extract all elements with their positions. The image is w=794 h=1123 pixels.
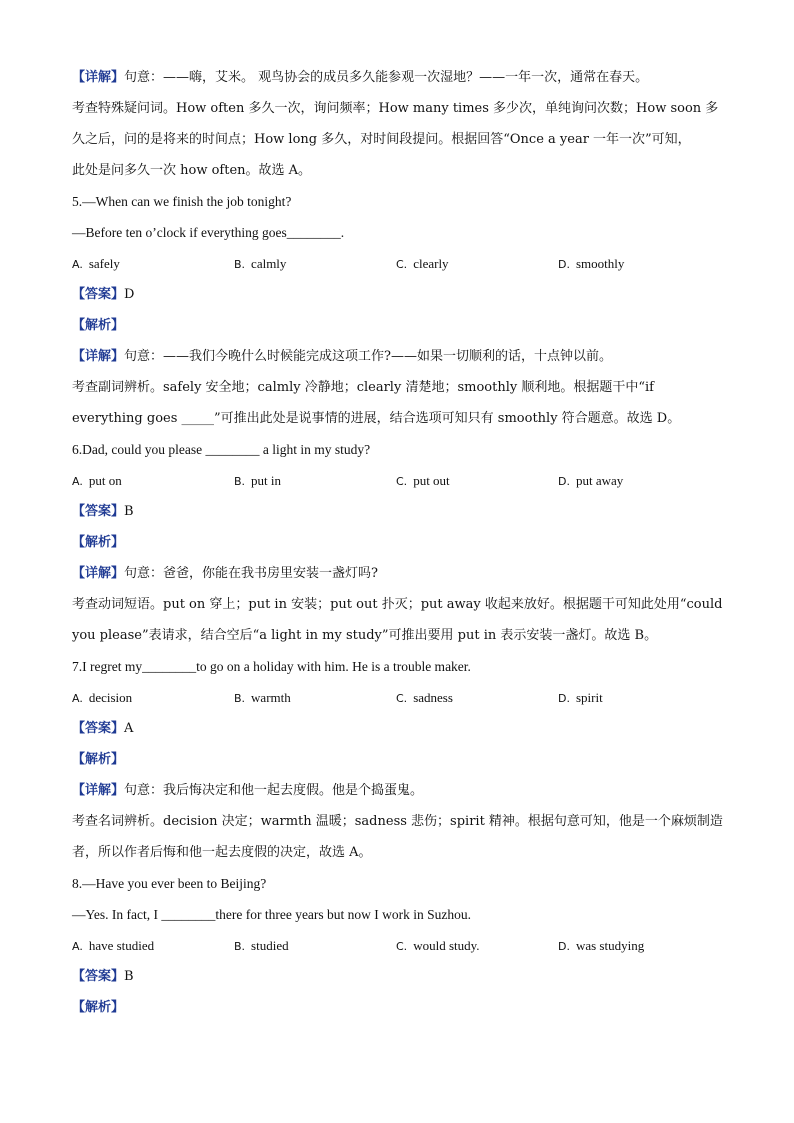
q7-stem: 7.I regret my________to go on a holiday with him. He is a trouble maker. [72,659,471,674]
analysis-tag: 【解析】 [72,535,125,550]
q8-answer [72,961,722,992]
answer-value: D [124,287,135,302]
detail-tag: 【详解】 [72,566,125,581]
q5-stem-line-1: 5.—When can we finish the job tonight? [72,194,292,209]
answer-tag: 【答案】 [72,504,125,519]
analysis-tag: 【解析】 [72,318,125,333]
q7-explanation-line-1: 考查名词辨析。decision 决定；warmth 温暖；sadness 悲伤；spirit 精神。根据句意可知，他是一个麻烦制造 [72,814,723,829]
q6-explanation-line-2: you please”表请求，结合空后“a light in my study”可推出要用 put in 表示安装一盏灯。故选 B。 [72,628,658,643]
q8-option-c: C. would study. [396,937,480,953]
q5-option-d: D. smoothly [558,255,625,271]
q7-analysis [72,744,722,775]
document-page [72,62,722,1023]
q6-analysis [72,527,722,558]
q6-detail [72,558,722,589]
answer-tag: 【答案】 [72,721,125,736]
answer-value: B [124,969,134,984]
answer-tag: 【答案】 [72,287,125,302]
q6-option-a: A. put on [72,472,122,488]
q5-option-c: C. clearly [396,255,449,271]
answer-value: B [124,504,134,519]
q6-stem: 6.Dad, could you please ________ a light in my study? [72,442,371,457]
q7-detail [72,775,722,806]
q5-detail [72,341,722,372]
detail-text: 句意：爸爸，你能在我书房里安装一盏灯吗? [124,566,378,581]
analysis-tag: 【解析】 [72,752,125,767]
detail-text: 句意：——我们今晚什么时候能完成这项工作?——如果一切顺利的话，十点钟以前。 [124,349,612,364]
q8-options [72,930,722,961]
q4-explanation-line-2: 久之后，问的是将来的时间点；How long 多久，对时间段提问。根据回答“Once a year 一年一次”可知， [72,132,691,147]
q8-stem-line-2: —Yes. In fact, I ________there for three years but now I work in Suzhou. [72,907,472,922]
q7-options [72,682,722,713]
detail-tag: 【详解】 [72,349,125,364]
q7-option-a: A. decision [72,689,133,705]
q6-answer [72,496,722,527]
q5-options [72,248,722,279]
q7-option-b: B. warmth [234,689,291,705]
q8-option-b: B. studied [234,937,289,953]
q5-explanation-line-2: everything goes _____”可推出此处是说事情的进展，结合选项可知只有 smoothly 符合题意。故选 D。 [72,411,681,426]
answer-tag: 【答案】 [72,969,125,984]
q4-explanation-line-1: 考查特殊疑问词。How often 多久一次，询问频率；How many times 多少次，单纯询问次数；How soon 多 [72,101,719,116]
q5-explanation-line-1: 考查副词辨析。safely 安全地；calmly 冷静地；clearly 清楚地；smoothly 顺利地。根据题干中“if [72,380,654,395]
q5-analysis [72,310,722,341]
detail-text: 句意：我后悔决定和他一起去度假。他是个捣蛋鬼。 [124,783,424,798]
q7-answer [72,713,722,744]
q6-option-c: C. put out [396,472,450,488]
q5-answer [72,279,722,310]
q7-option-c: C. sadness [396,689,453,705]
q8-analysis [72,992,722,1023]
q6-explanation-line-1: 考查动词短语。put on 穿上；put in 安装；put out 扑灭；put away 收起来放好。根据题干可知此处用“could [72,597,723,612]
q5-option-b: B. calmly [234,255,287,271]
q4-explanation-line-3: 此处是问多久一次 how often。故选 A。 [72,163,312,178]
q8-option-d: D. was studying [558,937,645,953]
detail-tag: 【详解】 [72,70,125,85]
q7-explanation-line-2: 者，所以作者后悔和他一起去度假的决定，故选 A。 [72,845,372,860]
q6-option-b: B. put in [234,472,282,488]
q7-option-d: D. spirit [558,689,603,705]
answer-value: A [124,721,134,736]
q5-stem-line-2: —Before ten o’clock if everything goes________. [72,225,345,240]
detail-tag: 【详解】 [72,783,125,798]
q8-stem-line-1: 8.—Have you ever been to Beijing? [72,876,267,891]
analysis-tag: 【解析】 [72,1000,125,1015]
q6-option-d: D. put away [558,472,624,488]
q4-detail [72,62,722,93]
q8-option-a: A. have studied [72,937,155,953]
q5-option-a: A. safely [72,255,120,271]
detail-text: 句意：——嗨，艾米。 观鸟协会的成员多久能参观一次湿地？——一年一次，通常在春天。 [124,70,649,85]
q6-options [72,465,722,496]
